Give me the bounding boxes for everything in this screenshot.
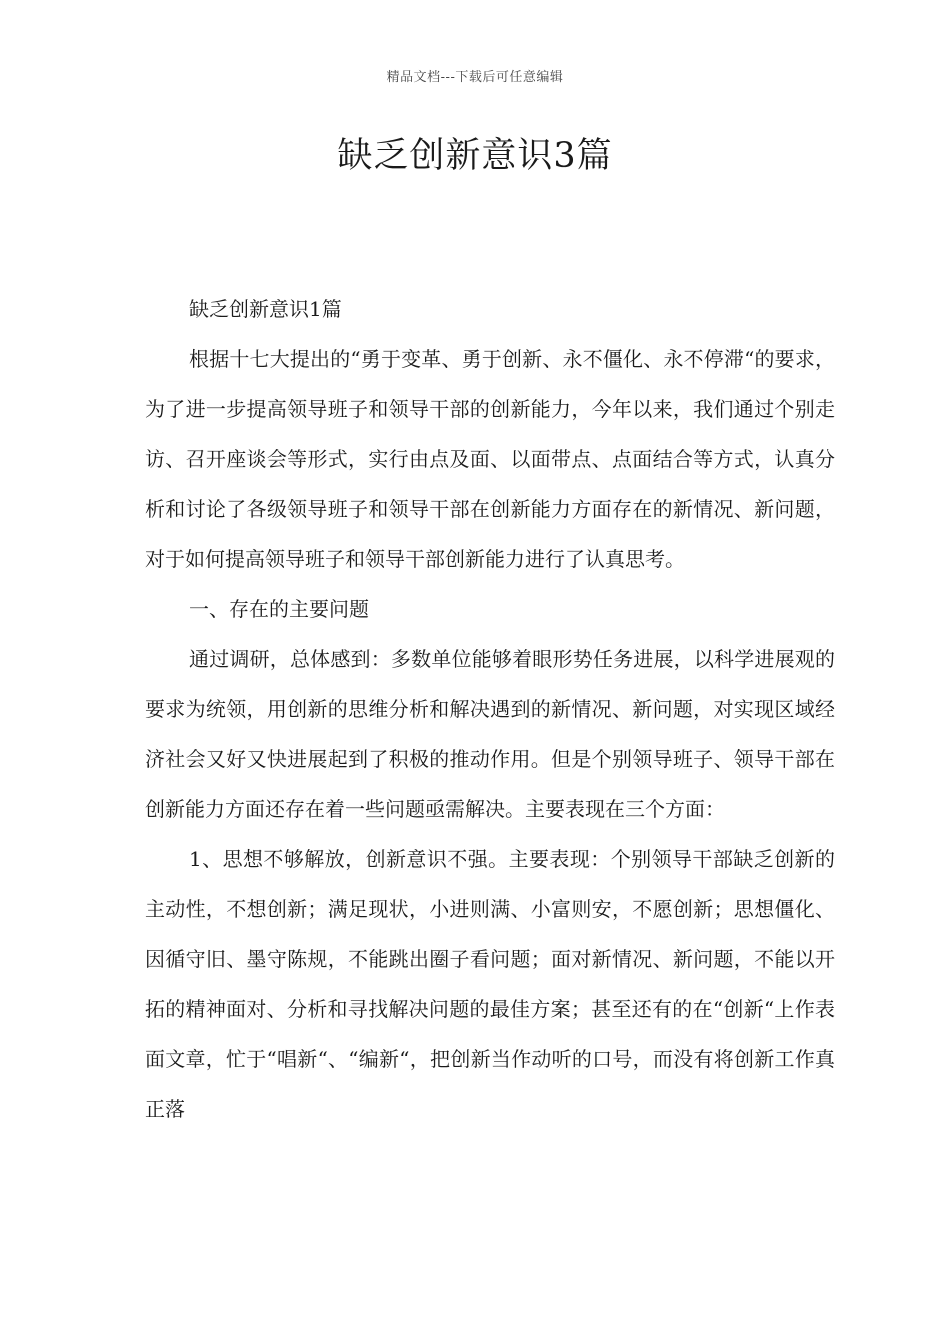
- body-paragraph: 根据十七大提出的“勇于变革、勇于创新、永不僵化、永不停滞“的要求，为了进一步提高领导班子和领导干部的创新能力，今年以来，我们通过个别走访、召开座谈会等形式，实行由点及面、以面带点、点面结合等方式，认真分析和讨论了各级领导班子和领导干部在创新能力方面存在的新情况、新问题，对于如何提高领导班子和领导干部创新能力进行了认真思考。: [145, 347, 835, 571]
- section-heading: 一、存在的主要问题: [189, 597, 369, 621]
- body-paragraph: 通过调研，总体感到：多数单位能够着眼形势任务进展，以科学进展观的要求为统领，用创新的思维分析和解决遇到的新情况、新问题，对实现区域经济社会又好又快进展起到了积极的推动作用。但是个别领导班子、领导干部在创新能力方面还存在着一些问题亟需解决。主要表现在三个方面：: [145, 647, 835, 821]
- page-header-note: 精品文档---下载后可任意编辑: [386, 70, 564, 85]
- body-paragraph: 1、思想不够解放，创新意识不强。主要表现：个别领导干部缺乏创新的主动性，不想创新；满足现状，小进则满、小富则安，不愿创新；思想僵化、因循守旧、墨守陈规，不能跳出圈子看问题；面对新情况、新问题，不能以开拓的精神面对、分析和寻找解决问题的最佳方案；甚至还有的在“创新“上作表面文章，忙于“唱新“、“编新“，把创新当作动听的口号，而没有将创新工作真正落: [145, 847, 835, 1121]
- document-title: 缺乏创新意识3篇: [337, 136, 613, 176]
- document-body: [145, 284, 835, 1134]
- section-heading: 缺乏创新意识1篇: [189, 297, 342, 321]
